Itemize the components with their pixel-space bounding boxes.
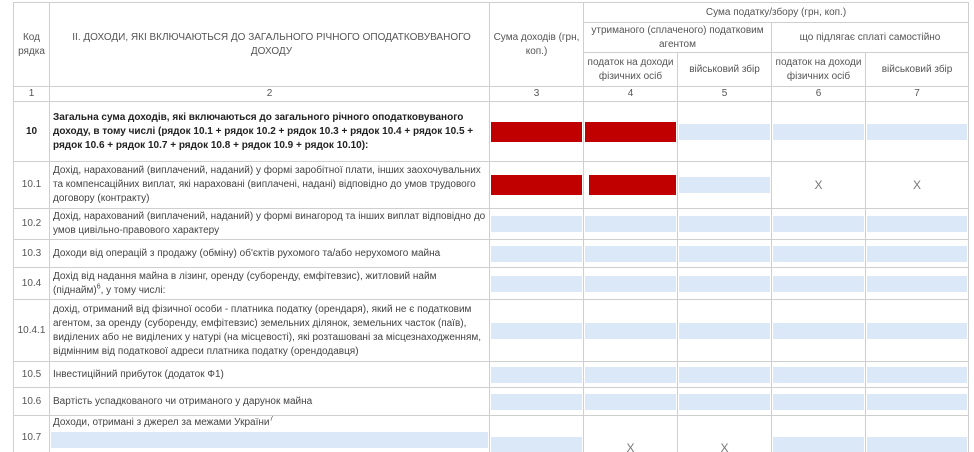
footnote-mark: 7 bbox=[269, 415, 274, 423]
table-row bbox=[14, 300, 969, 362]
pdfo-withheld-field-redacted[interactable] bbox=[589, 175, 676, 195]
tax-sum-header: Сума податку/збору (грн, коп.) bbox=[584, 3, 969, 23]
row-code: 10.4.1 bbox=[14, 300, 50, 362]
table-row bbox=[14, 209, 969, 240]
pdfo-withheld-field[interactable] bbox=[585, 216, 676, 232]
pdfo-withheld-field-redacted[interactable] bbox=[585, 122, 676, 142]
pdfo-withheld-field[interactable] bbox=[585, 367, 676, 383]
military-withheld-field[interactable] bbox=[679, 394, 770, 410]
footnote-mark: 6 bbox=[96, 283, 101, 291]
military-payable-field[interactable] bbox=[867, 437, 967, 452]
row-code: 10.5 bbox=[14, 362, 50, 388]
withheld-header: утриманого (сплаченого) податковим агентом bbox=[584, 23, 772, 53]
payable-header: що підлягає сплаті самостійно bbox=[772, 23, 969, 53]
income-field-redacted[interactable] bbox=[491, 175, 582, 195]
military-payable-field[interactable] bbox=[867, 124, 967, 140]
not-applicable-mark: X bbox=[678, 416, 772, 452]
col-number: 7 bbox=[866, 87, 969, 102]
pdfo-payable-field[interactable] bbox=[773, 394, 864, 410]
income-field[interactable] bbox=[491, 276, 582, 292]
row-description: Загальна сума доходів, які включаються до загального річного оподатковуваного доходу, в тому числі (рядок 10.1 + рядок 10.2 + рядок 10.3 + рядок 10.4 + рядок 10.5 + рядок 10.6 + рядок 10.7 + рядок 10.8 + рядок 10.9 + рядок 10.10): bbox=[50, 102, 490, 162]
pdfo-withheld-field[interactable] bbox=[585, 246, 676, 262]
not-applicable-mark: X bbox=[772, 162, 866, 209]
pdfo-payable-field[interactable] bbox=[773, 246, 864, 262]
col-number: 6 bbox=[772, 87, 866, 102]
military-payable-field[interactable] bbox=[867, 276, 967, 292]
pdfo-withheld-field[interactable] bbox=[585, 323, 676, 339]
pdfo-withheld-field[interactable] bbox=[585, 276, 676, 292]
pdfo-payable-field[interactable] bbox=[773, 367, 864, 383]
row-description: Дохід, нарахований (виплачений, наданий) у формі винагород та інших виплат відповідно до умов цивільно-правового характеру bbox=[50, 209, 490, 240]
pdfo-payable-field[interactable] bbox=[773, 437, 864, 452]
income-sum-header: Сума доходів (грн, коп.) bbox=[490, 3, 584, 87]
income-field-redacted[interactable] bbox=[491, 122, 582, 142]
military-withheld-field[interactable] bbox=[679, 276, 770, 292]
pdfo-header-withheld: податок на доходи фізичних осіб bbox=[584, 53, 678, 87]
pdfo-payable-field[interactable] bbox=[773, 124, 864, 140]
col-number: 2 bbox=[50, 87, 490, 102]
military-withheld-field[interactable] bbox=[679, 323, 770, 339]
income-field[interactable] bbox=[491, 437, 582, 452]
row-description: Дохід від надання майна в лізинг, оренду (суборенду, емфітевзис), житловий найм (піднайм)$^6$, у тому числі: bbox=[50, 268, 490, 300]
row-description: Доходи від операцій з продажу (обміну) об'єктів рухомого та/або нерухомого майна bbox=[50, 240, 490, 268]
pdfo-header-payable: податок на доходи фізичних осіб bbox=[772, 53, 866, 87]
table-row bbox=[14, 362, 969, 388]
row-code: 10.7 bbox=[14, 416, 50, 452]
row-description: Інвестиційний прибуток (додаток Ф1) bbox=[50, 362, 490, 388]
income-field[interactable] bbox=[491, 394, 582, 410]
col-number: 3 bbox=[490, 87, 584, 102]
income-field[interactable] bbox=[491, 323, 582, 339]
country-field[interactable] bbox=[51, 432, 488, 448]
income-field[interactable] bbox=[491, 216, 582, 232]
military-withheld-field[interactable] bbox=[679, 367, 770, 383]
military-withheld-field[interactable] bbox=[679, 216, 770, 232]
col-number: 1 bbox=[14, 87, 50, 102]
income-table bbox=[13, 2, 969, 452]
income-field[interactable] bbox=[491, 246, 582, 262]
row-description: Вартість успадкованого чи отриманого у дарунок майна bbox=[50, 388, 490, 416]
military-withheld-field[interactable] bbox=[679, 124, 770, 140]
military-payable-field[interactable] bbox=[867, 216, 967, 232]
row-code: 10.1 bbox=[14, 162, 50, 209]
col-number: 5 bbox=[678, 87, 772, 102]
row-description: дохід, отриманий від фізичної особи - платника податку (орендаря), який не є податковим агентом, за оренду (суборенду, емфітевзис) земельних ділянок, земельних часток (паїв), виділених або не виділених у натурі (на місцевості), які розташовані за місцезнаходженням, відмінним від податкової адреси платника податку (орендодавця) bbox=[50, 300, 490, 362]
pdfo-payable-field[interactable] bbox=[773, 216, 864, 232]
military-payable-field[interactable] bbox=[867, 394, 967, 410]
military-header-withheld: військовий збір bbox=[678, 53, 772, 87]
military-withheld-field[interactable] bbox=[679, 177, 770, 193]
military-withheld-field[interactable] bbox=[679, 246, 770, 262]
table-row bbox=[14, 240, 969, 268]
row-description: Доходи, отримані з джерел за межами України$^7$ bbox=[50, 416, 490, 452]
not-applicable-mark: X bbox=[584, 416, 678, 452]
section-title: ІІ. ДОХОДИ, ЯКІ ВКЛЮЧАЮТЬСЯ ДО ЗАГАЛЬНОГО РІЧНОГО ОПОДАТКОВУВАНОГО ДОХОДУ bbox=[50, 3, 490, 87]
not-applicable-mark: X bbox=[866, 162, 969, 209]
code-header: Код рядка bbox=[14, 3, 50, 87]
pdfo-withheld-field[interactable] bbox=[585, 394, 676, 410]
row-code: 10.2 bbox=[14, 209, 50, 240]
row-code: 10.3 bbox=[14, 240, 50, 268]
row-code: 10.4 bbox=[14, 268, 50, 300]
col-number: 4 bbox=[584, 87, 678, 102]
military-header-payable: військовий збір bbox=[866, 53, 969, 87]
row-description: Дохід, нарахований (виплачений, наданий) у формі заробітної плати, інших заохочувальних та компенсаційних виплат, які нараховані (виплачені, надані) відповідно до умов трудового договору (контракту) bbox=[50, 162, 490, 209]
military-payable-field[interactable] bbox=[867, 323, 967, 339]
table-row bbox=[14, 102, 969, 162]
military-payable-field[interactable] bbox=[867, 246, 967, 262]
table-row bbox=[14, 162, 969, 209]
table-row bbox=[14, 388, 969, 416]
income-field[interactable] bbox=[491, 367, 582, 383]
row-code: 10.6 bbox=[14, 388, 50, 416]
table-row bbox=[14, 416, 969, 452]
pdfo-payable-field[interactable] bbox=[773, 276, 864, 292]
row-code: 10 bbox=[14, 102, 50, 162]
table-row bbox=[14, 268, 969, 300]
military-payable-field[interactable] bbox=[867, 367, 967, 383]
pdfo-payable-field[interactable] bbox=[773, 323, 864, 339]
